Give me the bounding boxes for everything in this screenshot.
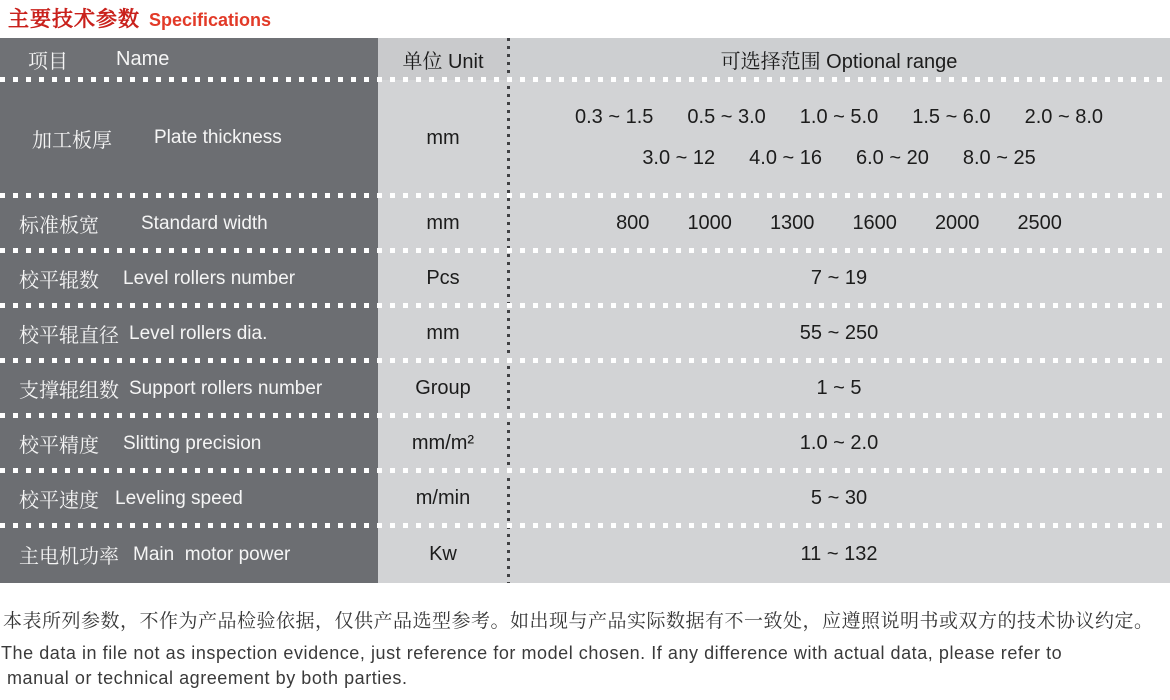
table-row-support-rollers-number [0,361,1170,416]
range-line [799,368,878,409]
row-divider-dotted [0,303,1170,308]
range-value: 11 ~ 132 [800,543,878,565]
table-row-main-motor-power [0,526,1170,583]
row-range-cell [508,306,1170,361]
row-range-cell [508,471,1170,526]
specifications-table [0,38,1170,583]
range-line [783,313,895,354]
row-name-cn: 校平辊直径 [19,325,119,347]
footer-note-english-line1: The data in file not as inspection evidence, just reference for model chosen. If any difference with actual data, please refer to [1,643,1063,663]
range-line [558,97,1120,138]
row-unit-cell: mm [378,80,508,196]
table-row-plate-thickness [0,80,1170,196]
row-name-en: Support rollers number [129,377,323,399]
range-line [794,478,884,519]
row-divider-dotted [0,193,1170,198]
row-name-en: Slitting precision [123,432,262,454]
row-name-cn: 校平辊数 [19,270,99,292]
unit-range-column-divider-dotted [507,38,510,583]
range-value: 55 ~ 250 [799,322,879,344]
row-name-cn: 标准板宽 [19,215,99,237]
header-range-cell: 可选择范围 Optional range [508,38,1170,80]
table-row-level-rollers-number [0,251,1170,306]
row-divider-dotted [0,358,1170,363]
range-line [597,203,1081,244]
range-value: 1300 [769,212,815,234]
range-value: 4.0 ~ 16 [749,147,822,169]
row-divider-dotted [0,77,1170,82]
row-name-en: Main motor power [133,543,291,565]
row-name-cn: 校平精度 [19,435,99,457]
row-name-cell [0,416,378,471]
row-unit-cell: Kw [378,526,508,583]
range-line [625,138,1052,179]
row-divider-dotted [0,413,1170,418]
range-value: 6.0 ~ 20 [856,147,929,169]
range-value: 0.5 ~ 3.0 [687,106,766,128]
row-name-cn: 主电机功率 [19,546,119,568]
row-range-cell [508,416,1170,471]
row-range-cell [508,251,1170,306]
row-unit-cell: mm [378,196,508,251]
range-value: 7 ~ 19 [810,267,868,289]
range-line [784,534,895,575]
row-name-cell [0,196,378,251]
page-title-chinese: 主要技术参数 [8,8,140,31]
row-name-cn: 加工板厚 [32,129,112,152]
range-value: 1.0 ~ 5.0 [799,106,879,128]
footer-note-english-line2: manual or technical agreement by both parties. [7,668,408,688]
row-divider-dotted [0,523,1170,528]
table-row-slitting-precision [0,416,1170,471]
table-header-row [0,38,1170,80]
row-name-en: Plate thickness [154,127,282,148]
range-value: 1.0 ~ 2.0 [799,432,879,454]
row-name-cell [0,526,378,583]
range-value: 1 ~ 5 [816,377,862,399]
range-value: 2000 [934,212,980,234]
row-unit-cell: mm [378,306,508,361]
row-name-en: Standard width [141,212,268,234]
row-unit-cell: mm/m² [378,416,508,471]
range-value: 3.0 ~ 12 [642,147,716,169]
row-name-cell [0,251,378,306]
header-unit-cell: 单位 Unit [378,38,508,80]
row-name-en: Level rollers dia. [129,322,268,344]
range-value: 1.5 ~ 6.0 [912,106,991,128]
row-name-cell [0,306,378,361]
row-unit-cell: m/min [378,471,508,526]
range-line [783,423,895,464]
row-name-cell [0,471,378,526]
row-name-cn: 校平速度 [19,490,99,512]
range-value: 1000 [687,212,732,234]
row-name-cn: 支撑辊组数 [19,380,119,402]
row-range-cell [508,196,1170,251]
range-value: 0.3 ~ 1.5 [574,106,654,128]
row-name-en: Leveling speed [115,487,243,509]
row-divider-dotted [0,468,1170,473]
row-range-cell [508,361,1170,416]
header-name-en: Name [116,47,170,70]
row-range-cell [508,526,1170,583]
row-name-cell [0,361,378,416]
footer-note-chinese: 本表所列参数，不作为产品检验依据，仅供产品选型参考。如出现与产品实际数据有不一致处，应遵照说明书或双方的技术协议约定。 [3,611,1154,632]
header-name-cn: 项目 [28,50,68,73]
range-value: 2.0 ~ 8.0 [1024,106,1104,128]
range-value: 1600 [852,212,897,234]
table-row-standard-width [0,196,1170,251]
row-name-cell [0,80,378,196]
row-range-cell [508,80,1170,196]
header-name-cell [0,38,378,80]
row-divider-dotted [0,248,1170,253]
row-name-en: Level rollers number [123,267,296,289]
row-unit-cell: Group [378,361,508,416]
row-unit-cell: Pcs [378,251,508,306]
range-value: 800 [616,212,650,234]
page-title-english: Specifications [149,10,272,30]
table-row-leveling-speed [0,471,1170,526]
range-value: 2500 [1017,212,1062,234]
range-value: 5 ~ 30 [810,487,868,509]
range-line [794,258,884,299]
range-value: 8.0 ~ 25 [962,147,1036,169]
table-row-level-rollers-dia [0,306,1170,361]
page-title [8,3,271,33]
